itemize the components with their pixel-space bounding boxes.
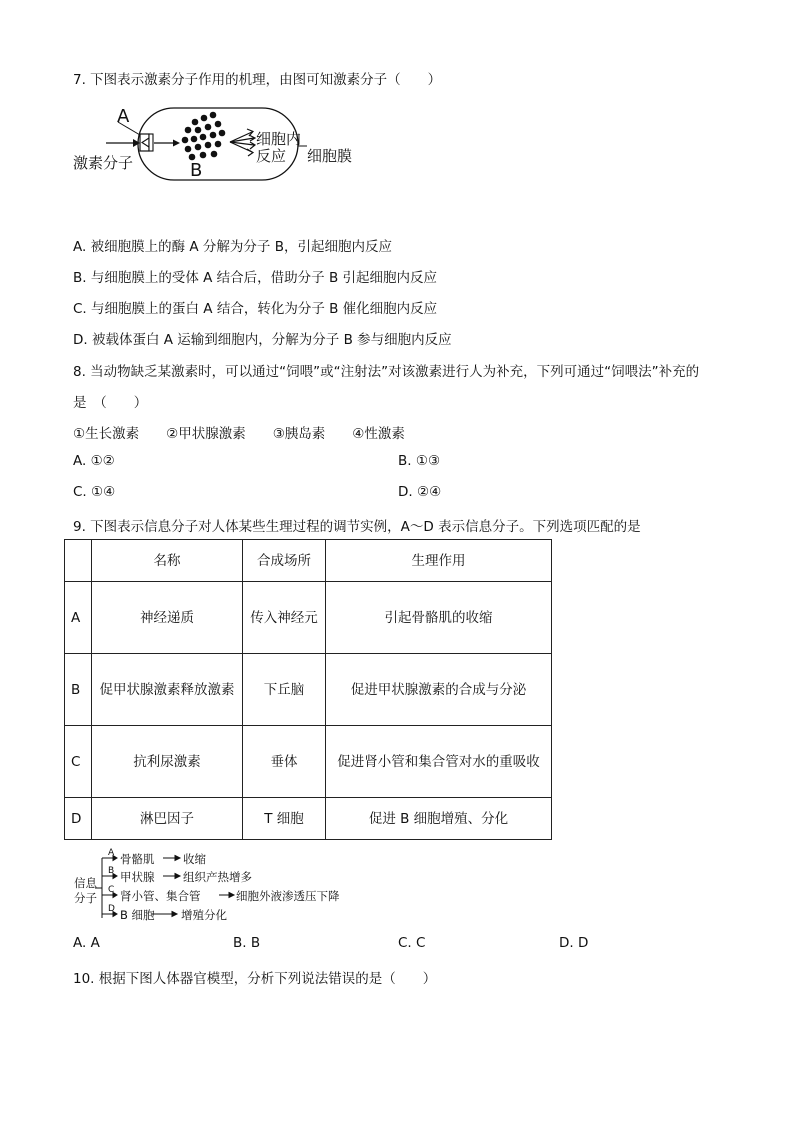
q8-stem-line1: 8. 当动物缺乏某激素时，可以通过“饲喂”或“注射法”对该激素进行人为补充，下列可通过“饲喂法”补充的 — [73, 364, 700, 380]
q7-option-b: B. 与细胞膜上的受体 A 结合后，借助分子 B 引起细胞内反应 — [73, 270, 438, 286]
table-cell: 促进 B 细胞增殖、分化 — [326, 798, 552, 840]
table-row — [65, 582, 552, 654]
q9-fig-key-d: D — [108, 904, 115, 914]
q9-fig-key-b: B — [108, 866, 115, 876]
q9-option-c: C. C — [398, 935, 426, 951]
q9-fig-target-c: 肾小管、集合管 — [120, 889, 201, 903]
q7-membrane-label: 细胞膜 — [307, 147, 353, 165]
q9-fig-left-2: 分子 — [74, 891, 97, 905]
q7-hormone-label: 激素分子 — [73, 154, 134, 172]
table-header-row — [65, 540, 552, 582]
q8-option-d: D. ②④ — [398, 484, 442, 500]
q7-option-c: C. 与细胞膜上的蛋白 A 结合，转化为分子 B 催化细胞内反应 — [73, 301, 438, 317]
q10-stem: 10. 根据下图人体器官模型，分析下列说法错误的是（ ） — [73, 971, 437, 987]
molecules-b — [182, 112, 226, 161]
q9-fig-result-d: 增殖分化 — [181, 908, 227, 922]
table-cell: B — [65, 654, 92, 726]
table-row — [65, 726, 552, 798]
q9-fig-result-c: 细胞外液渗透压下降 — [236, 889, 340, 903]
reaction-arrows — [230, 129, 255, 156]
table-cell: 促进肾小管和集合管对水的重吸收 — [326, 726, 552, 798]
table-row — [65, 798, 552, 840]
q8-option-b: B. ①③ — [398, 453, 441, 469]
q9-option-d: D. D — [559, 935, 589, 951]
table-cell: 神经递质 — [92, 582, 243, 654]
q9-stem: 9. 下图表示信息分子对人体某些生理过程的调节实例，A～D 表示信息分子。下列选项匹配的是 — [73, 519, 641, 535]
q9-option-a: A. A — [73, 935, 100, 951]
q9-table — [64, 539, 552, 840]
q8-option-c: C. ①④ — [73, 484, 116, 500]
q9-fig-target-a: 骨骼肌 — [120, 852, 155, 866]
table-cell: 垂体 — [243, 726, 326, 798]
q7-reaction-label-2: 反应 — [256, 147, 287, 165]
q8-stem-line2: 是 （ ） — [73, 395, 148, 411]
table-cell: 促进甲状腺激素的合成与分泌 — [326, 654, 552, 726]
table-header: 合成场所 — [243, 540, 326, 582]
q8-items: ①生长激素 ②甲状腺激素 ③胰岛素 ④性激素 — [73, 426, 405, 442]
table-cell: 引起骨骼肌的收缩 — [326, 582, 552, 654]
table-cell: 淋巴因子 — [92, 798, 243, 840]
q7-reaction-label-1: 细胞内 — [256, 130, 302, 148]
table-cell: D — [65, 798, 92, 840]
table-cell: T 细胞 — [243, 798, 326, 840]
q9-option-b: B. B — [233, 935, 261, 951]
table-cell: 促甲状腺激素释放激素 — [92, 654, 243, 726]
q9-fig-key-c: C — [108, 885, 115, 895]
q7-label-b: B — [190, 160, 203, 181]
q7-label-a: A — [117, 106, 130, 127]
table-cell: 下丘脑 — [243, 654, 326, 726]
table-cell: 传入神经元 — [243, 582, 326, 654]
q9-fig-left-1: 信息 — [74, 876, 97, 890]
table-cell: C — [65, 726, 92, 798]
table-cell: A — [65, 582, 92, 654]
table-header — [65, 540, 92, 582]
q9-fig-key-a: A — [108, 848, 115, 858]
q9-fig-target-b: 甲状腺 — [120, 870, 155, 884]
q9-fig-result-b: 组织产热增多 — [183, 870, 252, 884]
table-header: 名称 — [92, 540, 243, 582]
q8-option-a: A. ①② — [73, 453, 115, 469]
table-cell: 抗利尿激素 — [92, 726, 243, 798]
q7-stem: 7. 下图表示激素分子作用的机理，由图可知激素分子（ ） — [73, 72, 442, 88]
table-header: 生理作用 — [326, 540, 552, 582]
q7-option-d: D. 被载体蛋白 A 运输到细胞内，分解为分子 B 参与细胞内反应 — [73, 332, 452, 348]
table-row — [65, 654, 552, 726]
q9-fig-result-a: 收缩 — [183, 852, 206, 866]
q7-option-a: A. 被细胞膜上的酶 A 分解为分子 B，引起细胞内反应 — [73, 239, 392, 255]
q9-fig-target-d: B 细胞 — [120, 908, 155, 922]
